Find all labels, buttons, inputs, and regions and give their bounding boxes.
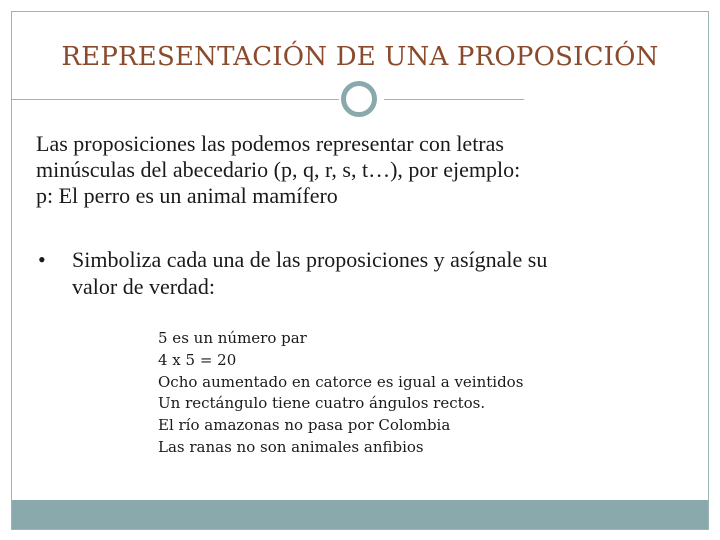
proposition-item: 5 es un número par (158, 329, 307, 347)
intro-paragraph (36, 131, 676, 209)
footer-bar (12, 500, 708, 529)
intro-line: minúsculas del abecedario (p, q, r, s, t…), por ejemplo: (36, 157, 521, 182)
intro-line: p: El perro es un animal mamífero (36, 183, 338, 208)
proposition-item: El río amazonas no pasa por Colombia (158, 416, 451, 435)
proposition-item: Un rectángulo tiene cuatro ángulos rectos. (158, 394, 486, 413)
title-divider-right (384, 99, 524, 100)
proposition-item: 4 x 5 = 20 (158, 350, 237, 369)
slide-title: REPRESENTACIÓN DE UNA PROPOSICIÓN (61, 42, 659, 72)
instruction-line: Simboliza cada una de las proposiciones y asígnale su (72, 247, 548, 272)
proposition-item: Ocho aumentado en catorce es igual a veintidos (158, 372, 524, 391)
bullet-icon: • (38, 247, 46, 272)
proposition-item: Las ranas no son animales anfibios (158, 437, 424, 456)
title-divider-left (12, 99, 339, 100)
instruction-line: valor de verdad: (72, 274, 215, 299)
propositions-list (158, 328, 523, 459)
instruction-bullet (38, 246, 678, 300)
intro-line: Las proposiciones las podemos representar con letras (36, 131, 504, 156)
circle-ornament-icon (341, 81, 377, 117)
